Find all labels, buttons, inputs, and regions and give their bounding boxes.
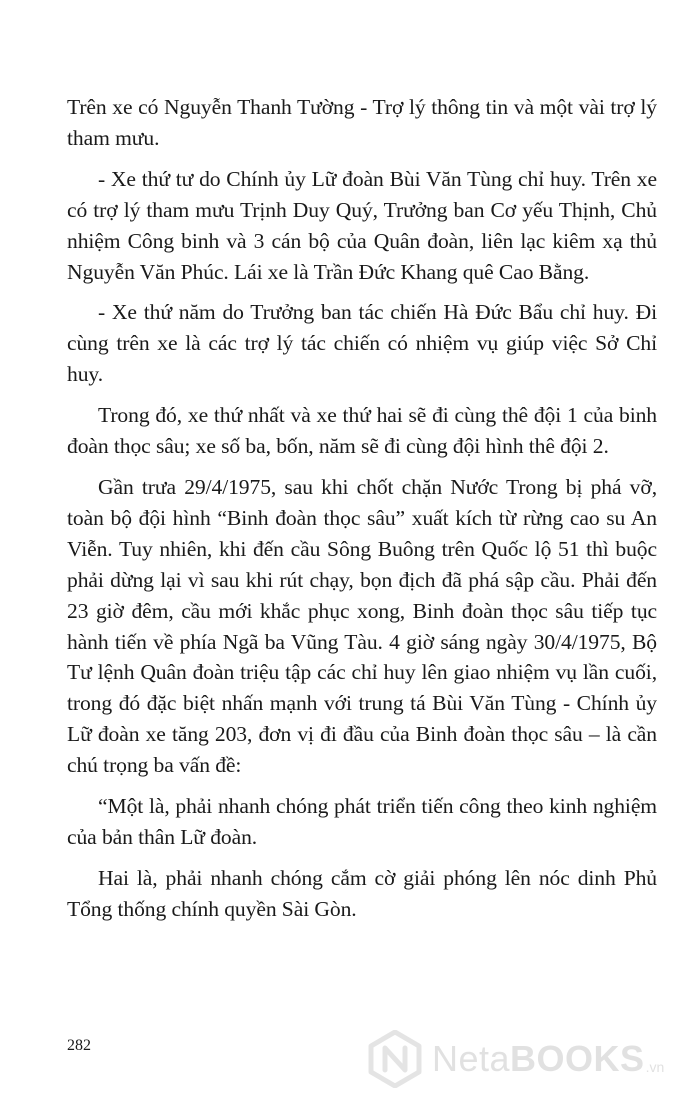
- body-text: [67, 92, 657, 935]
- watermark-suffix: .vn: [645, 1059, 665, 1075]
- watermark-brand-light: Neta: [432, 1038, 511, 1079]
- paragraph: “Một là, phải nhanh chóng phát triển tiến công theo kinh nghiệm của bản thân Lữ đoàn.: [67, 794, 657, 849]
- paragraph: Trong đó, xe thứ nhất và xe thứ hai sẽ đi cùng thê đội 1 của binh đoàn thọc sâu; xe số ba, bốn, năm sẽ đi cùng đội hình thê đội 2.: [67, 403, 657, 459]
- watermark-brand: [432, 1030, 645, 1088]
- page-number: 282: [67, 1037, 91, 1054]
- paragraph: - Xe thứ tư do Chính ủy Lữ đoàn Bùi Văn Tùng chỉ huy. Trên xe có trợ lý tham mưu Trịnh Duy Quý, Trưởng ban Cơ yếu Thịnh, Chủ nhiệm Công binh và 3 cán bộ của Quân đoàn, liên lạc kiêm xạ thủ Nguyễn Văn Phúc. Lái xe là Trần Đức Khang quê Cao Bằng.: [67, 166, 657, 284]
- watermark-brand-bold: BOOKS: [510, 1038, 645, 1079]
- paragraph: - Xe thứ năm do Trưởng ban tác chiến Hà Đức Bẩu chỉ huy. Đi cùng trên xe là các trợ lý tác chiến có nhiệm vụ giúp việc Sở Chỉ huy.: [67, 300, 657, 387]
- paragraph: Hai là, phải nhanh chóng cắm cờ giải phóng lên nóc dinh Phủ Tổng thống chính quyền Sài Gòn.: [67, 865, 657, 921]
- paragraph: Trên xe có Nguyễn Thanh Tường - Trợ lý thông tin và một vài trợ lý tham mưu.: [67, 95, 657, 150]
- watermark: [366, 1030, 664, 1088]
- paragraph: Gần trưa 29/4/1975, sau khi chốt chặn Nước Trong bị phá vỡ, toàn bộ đội hình “Binh đoàn thọc sâu” xuất kích từ rừng cao su An Viễn. Tuy nhiên, khi đến cầu Sông Buông trên Quốc lộ 51 thì buộc phải dừng lại vì sau khi rút chạy, bọn địch đã phá sập cầu. Phải đến 23 giờ đêm, cầu mới khắc phục xong, Binh đoàn thọc sâu tiếp tục hành tiến về phía Ngã ba Vũng Tàu. 4 giờ sáng ngày 30/4/1975, Bộ Tư lệnh Quân đoàn triệu tập các chỉ huy lên giao nhiệm vụ lần cuối, trong đó đặc biệt nhấn mạnh với trung tá Bùi Văn Tùng - Chính ủy Lữ đoàn xe tăng 203, đơn vị đi đầu của Binh đoàn thọc sâu – là cần chú trọng ba vấn đề:: [67, 474, 657, 778]
- netabooks-logo-icon: [366, 1030, 424, 1088]
